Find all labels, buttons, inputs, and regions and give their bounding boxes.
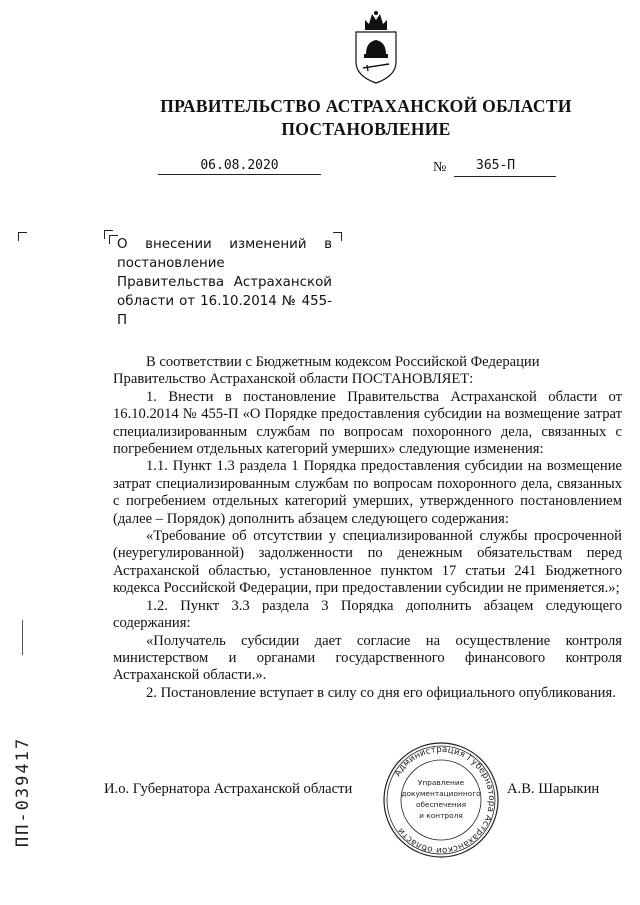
stamp-center-line: и контроля xyxy=(419,811,463,820)
body-paragraph: «Требование об отсутствии у специализированной службы просроченной (неурегулированной) задолженности по денежным обязательствам перед Астраханской областью, установленное пунктом 17 статьи 241 Бюджетного кодекса Российской Федерации, при предоставлении субсидии не применяется.»; xyxy=(113,528,622,597)
number-underline xyxy=(454,176,556,177)
stamp-ring-text: Администрация Губернатора Астраханской области xyxy=(392,744,497,856)
subject-corner-mark-right xyxy=(333,232,342,241)
margin-line-mark xyxy=(22,620,23,655)
left-corner-mark xyxy=(18,232,27,241)
body-paragraph: В соответствии с Бюджетным кодексом Российской Федерации xyxy=(146,354,540,370)
signatory-name: А.В. Шарыкин xyxy=(507,781,600,797)
document-subject: О внесении изменений в постановление Правительства Астраханской области от 16.10.2014 № 455-П xyxy=(117,237,332,328)
document-type: ПОСТАНОВЛЕНИЕ xyxy=(281,119,451,139)
document-number: 365-П xyxy=(476,158,516,173)
stamp-center-line: обеспечения xyxy=(415,800,467,809)
body-paragraph: 2. Постановление вступает в силу со дня его официального опубликования. xyxy=(146,684,616,701)
document-body xyxy=(113,354,622,702)
number-label: № xyxy=(433,160,447,175)
date-underline xyxy=(158,174,321,175)
signatory-position: И.о. Губернатора Астраханской области xyxy=(104,781,353,797)
margin-serial-text: ПП-039417 xyxy=(13,736,33,848)
coat-of-arms-emblem xyxy=(351,10,401,85)
body-paragraph: 1. Внести в постановление Правительства Астраханской области от 16.10.2014 № 455-П «О Порядке предоставления субсидии на возмещение затрат специализированным службам по вопросам похоронного дела, связанных с погребением отдельных категорий умерших» следующие изменения: xyxy=(113,388,622,458)
government-title: ПРАВИТЕЛЬСТВО АСТРАХАНСКОЙ ОБЛАСТИ xyxy=(160,96,572,116)
document-date: 06.08.2020 xyxy=(200,158,279,173)
official-stamp xyxy=(381,740,501,860)
stamp-center-line: документационного xyxy=(401,789,481,798)
body-paragraph: 1.1. Пункт 1.3 раздела 1 Порядка предоставления субсидии на возмещение затрат специализированным службам по вопросам похоронного дела, связанных с погребением отдельных категорий умерших, утвержденного постановлением (далее – Порядок) дополнить абзацем следующего содержания: xyxy=(113,458,622,527)
body-paragraph: «Получатель субсидии дает согласие на осуществление контроля министерством и органами государственного финансового контроля Астраханской области.». xyxy=(113,632,622,684)
body-paragraph: 1.2. Пункт 3.3 раздела 3 Порядка дополнить абзацем следующего содержания: xyxy=(113,597,622,632)
margin-serial-number xyxy=(8,712,38,872)
body-paragraph: Правительство Астраханской области ПОСТАНОВЛЯЕТ: xyxy=(113,371,474,388)
stamp-center-line: Управление xyxy=(417,778,465,787)
